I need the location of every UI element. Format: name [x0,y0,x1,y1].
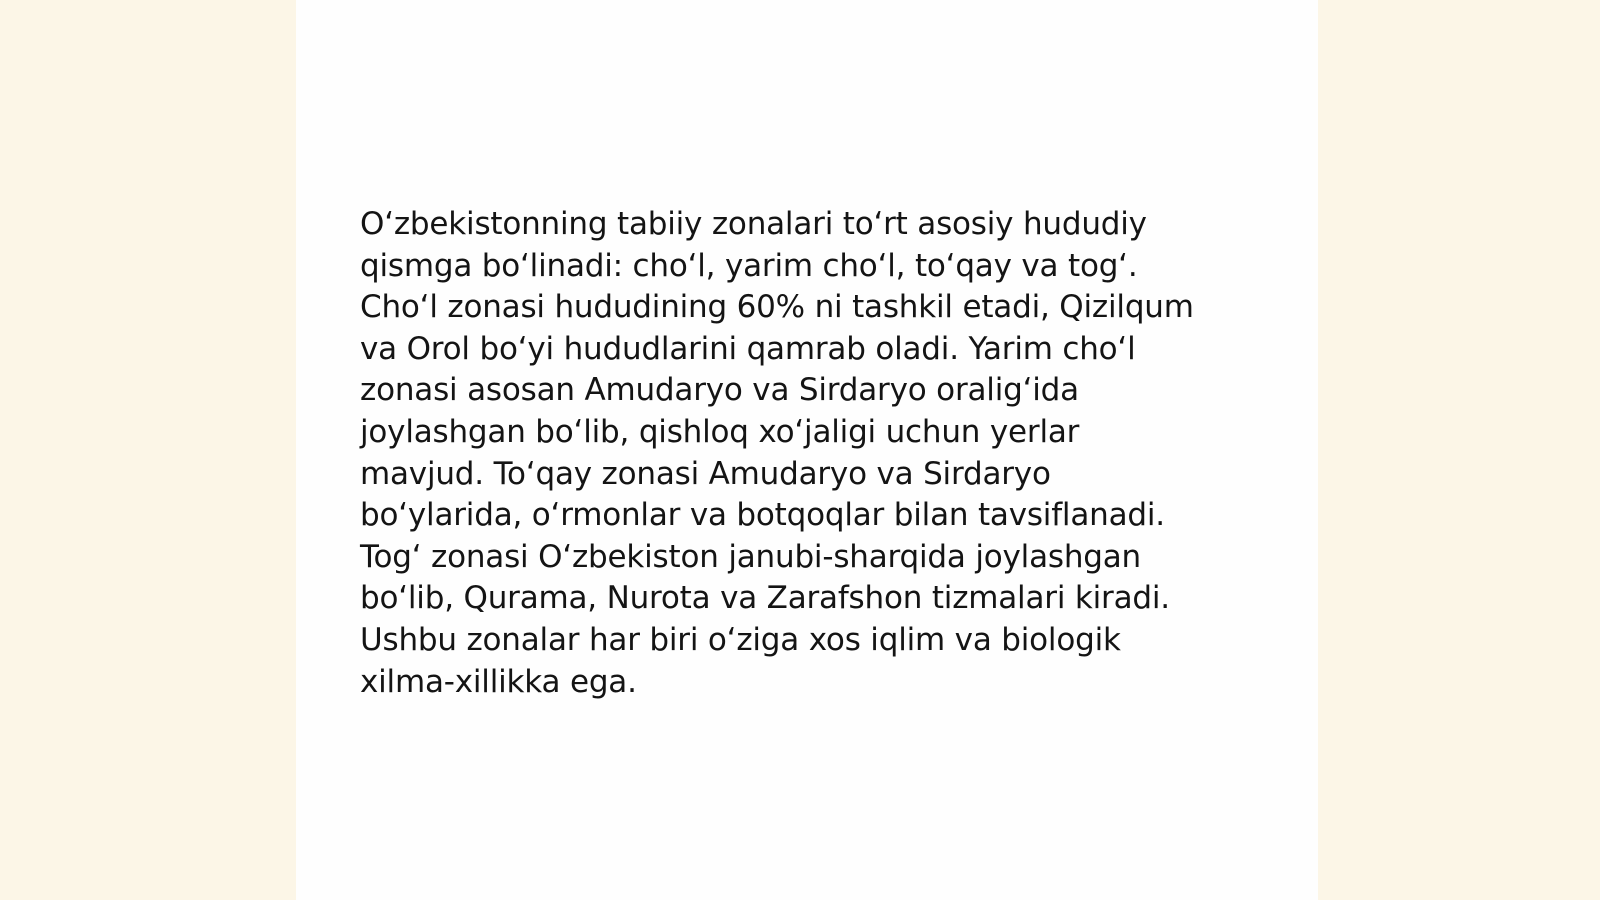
document-page [296,0,1318,900]
paragraph-line: zonasi asosan Amudaryo va Sirdaryo oralig‘ida [360,372,1079,409]
paragraph-line: Ushbu zonalar har biri o‘ziga xos iqlim va biologik [360,621,1121,658]
body-paragraph [360,204,1260,703]
paragraph-line: O‘zbekistonning tabiiy zonalari to‘rt asosiy hududiy [360,206,1147,242]
paragraph-line: qismga bo‘linadi: cho‘l, yarim cho‘l, to‘qay va tog‘. [360,247,1138,284]
paragraph-line: bo‘lib, Qurama, Nurota va Zarafshon tizmalari kiradi. [360,580,1170,617]
paragraph-line: bo‘ylarida, o‘rmonlar va botqoqlar bilan tavsiflanadi. [360,497,1165,534]
paragraph-line: Tog‘ zonasi O‘zbekiston janubi-sharqida joylashgan [360,538,1141,575]
paragraph-line: joylashgan bo‘lib, qishloq xo‘jaligi uchun yerlar [360,413,1080,450]
paragraph-line: va Orol bo‘yi hududlarini qamrab oladi. Yarim cho‘l [360,330,1136,367]
paragraph-line: mavjud. To‘qay zonasi Amudaryo va Sirdaryo [360,455,1051,492]
paragraph-line: Cho‘l zonasi hududining 60% ni tashkil etadi, Qizilqum [360,289,1194,326]
paragraph-line: xilma-xillikka ega. [360,663,637,700]
